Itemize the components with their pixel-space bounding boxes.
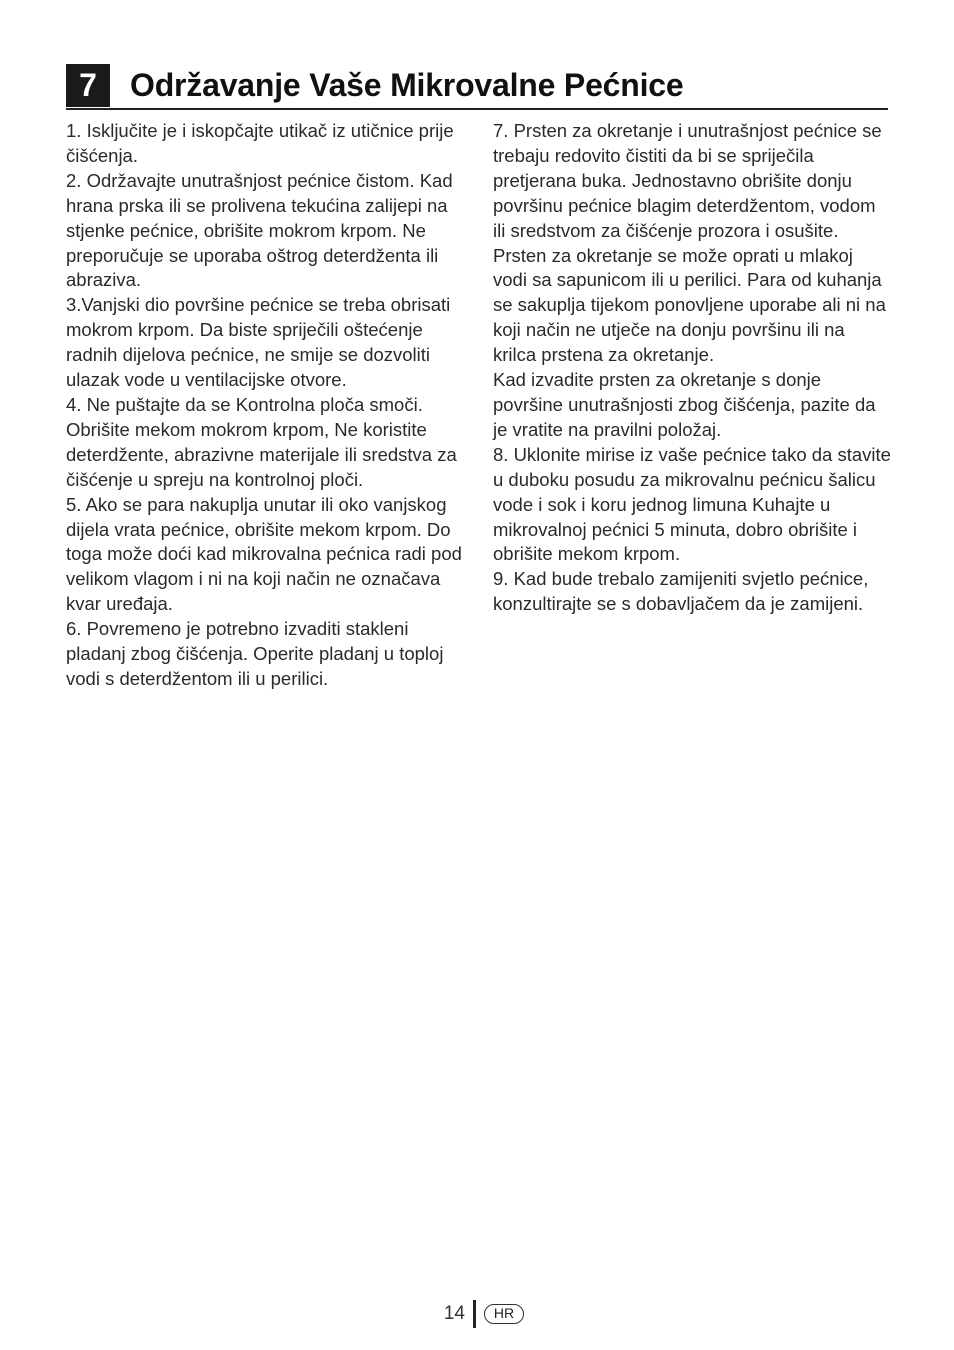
chapter-number: 7 [66, 64, 110, 107]
paragraph: 6. Povremeno je potrebno izvaditi stakleni pladanj zbog čišćenja. Operite pladanj u toploj vodi s deterdžentom ili u perilici. [66, 618, 444, 689]
paragraph: Kad izvadite prsten za okretanje s donje površine unutrašnjosti zbog čišćenja, pazite da je vratite na pravilni položaj. [493, 369, 876, 440]
page-footer [0, 1300, 954, 1328]
paragraph: 9. Kad bude trebalo zamijeniti svjetlo pećnice, konzultirajte se s dobavljačem da je zamijeni. [493, 568, 869, 615]
right-column [493, 119, 891, 617]
page-title: Održavanje Vaše Mikrovalne Pećnice [130, 67, 684, 103]
paragraph: 2. Održavajte unutrašnjost pećnice čistom. Kad hrana prska ili se prolivena tekućina zalijepi na stjenke pećnice, obrišite mokrom krpom. Ne preporučuje se uporaba oštrog deterdženta ili abraziva. [66, 169, 453, 291]
paragraph: 4. Ne puštajte da se Kontrolna ploča smoči. Obrišite mekom mokrom krpom, Ne koristite deterdžente, abrazivne materijale ili sredstva za čišćenje u spreju na kontrolnoj ploči. [66, 393, 457, 490]
footer-divider [473, 1300, 476, 1328]
section-header [66, 64, 888, 110]
paragraph: 1. Isključite je i iskopčajte utikač iz utičnice prije čišćenja. [66, 120, 454, 166]
language-badge: HR [484, 1304, 524, 1324]
left-column [66, 119, 462, 692]
paragraph: 7. Prsten za okretanje i unutrašnjost pećnice se trebaju redovito čistiti da bi se spriječila pretjerana buka. Jednostavno obrišite donju površinu pećnice blagim deterdžentom, vodom ili sredstvom za čišćenje prozora i osušite. Prsten za okretanje se može oprati u mlakoj vodi sa sapunicom ili u perilici. Para od kuhanja se sakuplja tijekom ponovljene uporabe ali ni na koji način ne utječe na donju površinu ili na krilca prstena za okretanje. [493, 120, 886, 366]
paragraph: 8. Uklonite mirise iz vaše pećnice tako da stavite u duboku posudu za mikrovalnu pećnicu šalicu vode i sok i koru jednog limuna Kuhajte u mikrovalnoj pećnici 5 minuta, dobro obrišite i obrišite mekom krpom. [493, 443, 891, 565]
paragraph: 5. Ako se para nakuplja unutar ili oko vanjskog dijela vrata pećnice, obrišite mekom krpom. Do toga može doći kad mikrovalna pećnica radi pod velikom vlagom i ni na koji način ne označava kvar uređaja. [66, 493, 462, 615]
paragraph: 3.Vanjski dio površine pećnice se treba obrisati mokrom krpom. Da biste spriječili oštećenje radnih dijelova pećnice, ne smije se dozvoliti ulazak vode u ventilacijske otvore. [66, 294, 451, 391]
page-number: 14 [443, 1303, 465, 1324]
